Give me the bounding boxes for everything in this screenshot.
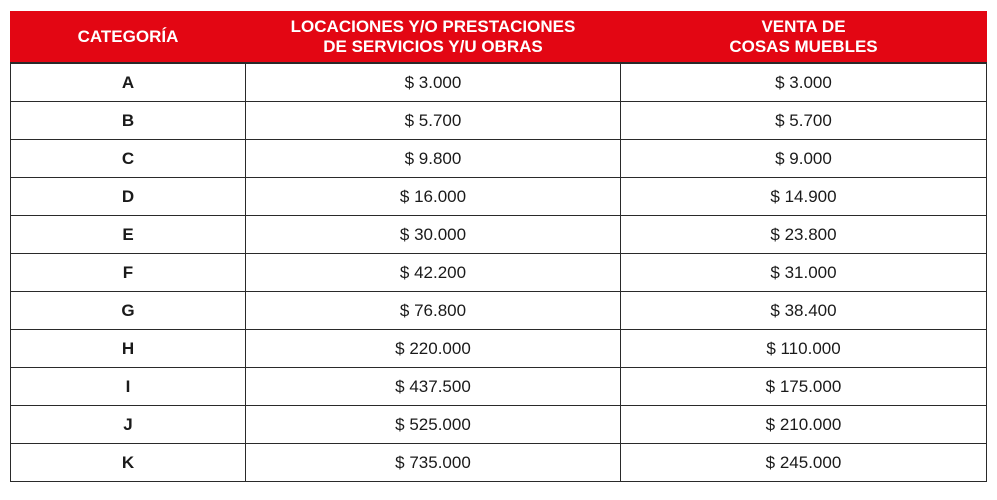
category-cell: C	[11, 140, 246, 178]
table-row	[11, 178, 987, 216]
table-row	[11, 368, 987, 406]
header-locaciones	[246, 12, 621, 64]
table-row	[11, 63, 987, 102]
servicios-cell: $ 437.500	[246, 368, 621, 406]
category-cell: A	[11, 63, 246, 102]
category-cell: D	[11, 178, 246, 216]
servicios-cell: $ 9.800	[246, 140, 621, 178]
category-cell: F	[11, 254, 246, 292]
servicios-cell: $ 525.000	[246, 406, 621, 444]
servicios-cell: $ 735.000	[246, 444, 621, 482]
header-row	[11, 12, 987, 64]
table-row	[11, 216, 987, 254]
table-body	[11, 63, 987, 482]
servicios-cell: $ 76.800	[246, 292, 621, 330]
servicios-cell: $ 30.000	[246, 216, 621, 254]
servicios-cell: $ 220.000	[246, 330, 621, 368]
header-locaciones-line2: DE SERVICIOS Y/U OBRAS	[323, 37, 543, 56]
table-row	[11, 254, 987, 292]
ventas-cell: $ 210.000	[621, 406, 987, 444]
table-header	[11, 12, 987, 64]
table-row	[11, 330, 987, 368]
category-cell: G	[11, 292, 246, 330]
ventas-cell: $ 14.900	[621, 178, 987, 216]
header-venta-line1: VENTA DE	[761, 17, 846, 36]
table-row	[11, 444, 987, 482]
header-locaciones-line1: LOCACIONES Y/O PRESTACIONES	[290, 17, 576, 36]
ventas-cell: $ 38.400	[621, 292, 987, 330]
servicios-cell: $ 42.200	[246, 254, 621, 292]
ventas-cell: $ 175.000	[621, 368, 987, 406]
categories-table	[10, 11, 987, 482]
ventas-cell: $ 9.000	[621, 140, 987, 178]
ventas-cell: $ 3.000	[621, 63, 987, 102]
header-venta-line2: COSAS MUEBLES	[729, 37, 878, 56]
servicios-cell: $ 16.000	[246, 178, 621, 216]
category-cell: K	[11, 444, 246, 482]
category-cell: B	[11, 102, 246, 140]
category-cell: H	[11, 330, 246, 368]
servicios-cell: $ 5.700	[246, 102, 621, 140]
ventas-cell: $ 245.000	[621, 444, 987, 482]
servicios-cell: $ 3.000	[246, 63, 621, 102]
ventas-cell: $ 23.800	[621, 216, 987, 254]
ventas-cell: $ 110.000	[621, 330, 987, 368]
table-row	[11, 292, 987, 330]
ventas-cell: $ 5.700	[621, 102, 987, 140]
header-venta	[621, 12, 987, 64]
header-categoria	[11, 12, 246, 64]
table-row	[11, 140, 987, 178]
header-categoria-label: CATEGORÍA	[77, 27, 179, 46]
category-cell: J	[11, 406, 246, 444]
category-cell: I	[11, 368, 246, 406]
category-cell: E	[11, 216, 246, 254]
ventas-cell: $ 31.000	[621, 254, 987, 292]
table-row	[11, 102, 987, 140]
table-row	[11, 406, 987, 444]
